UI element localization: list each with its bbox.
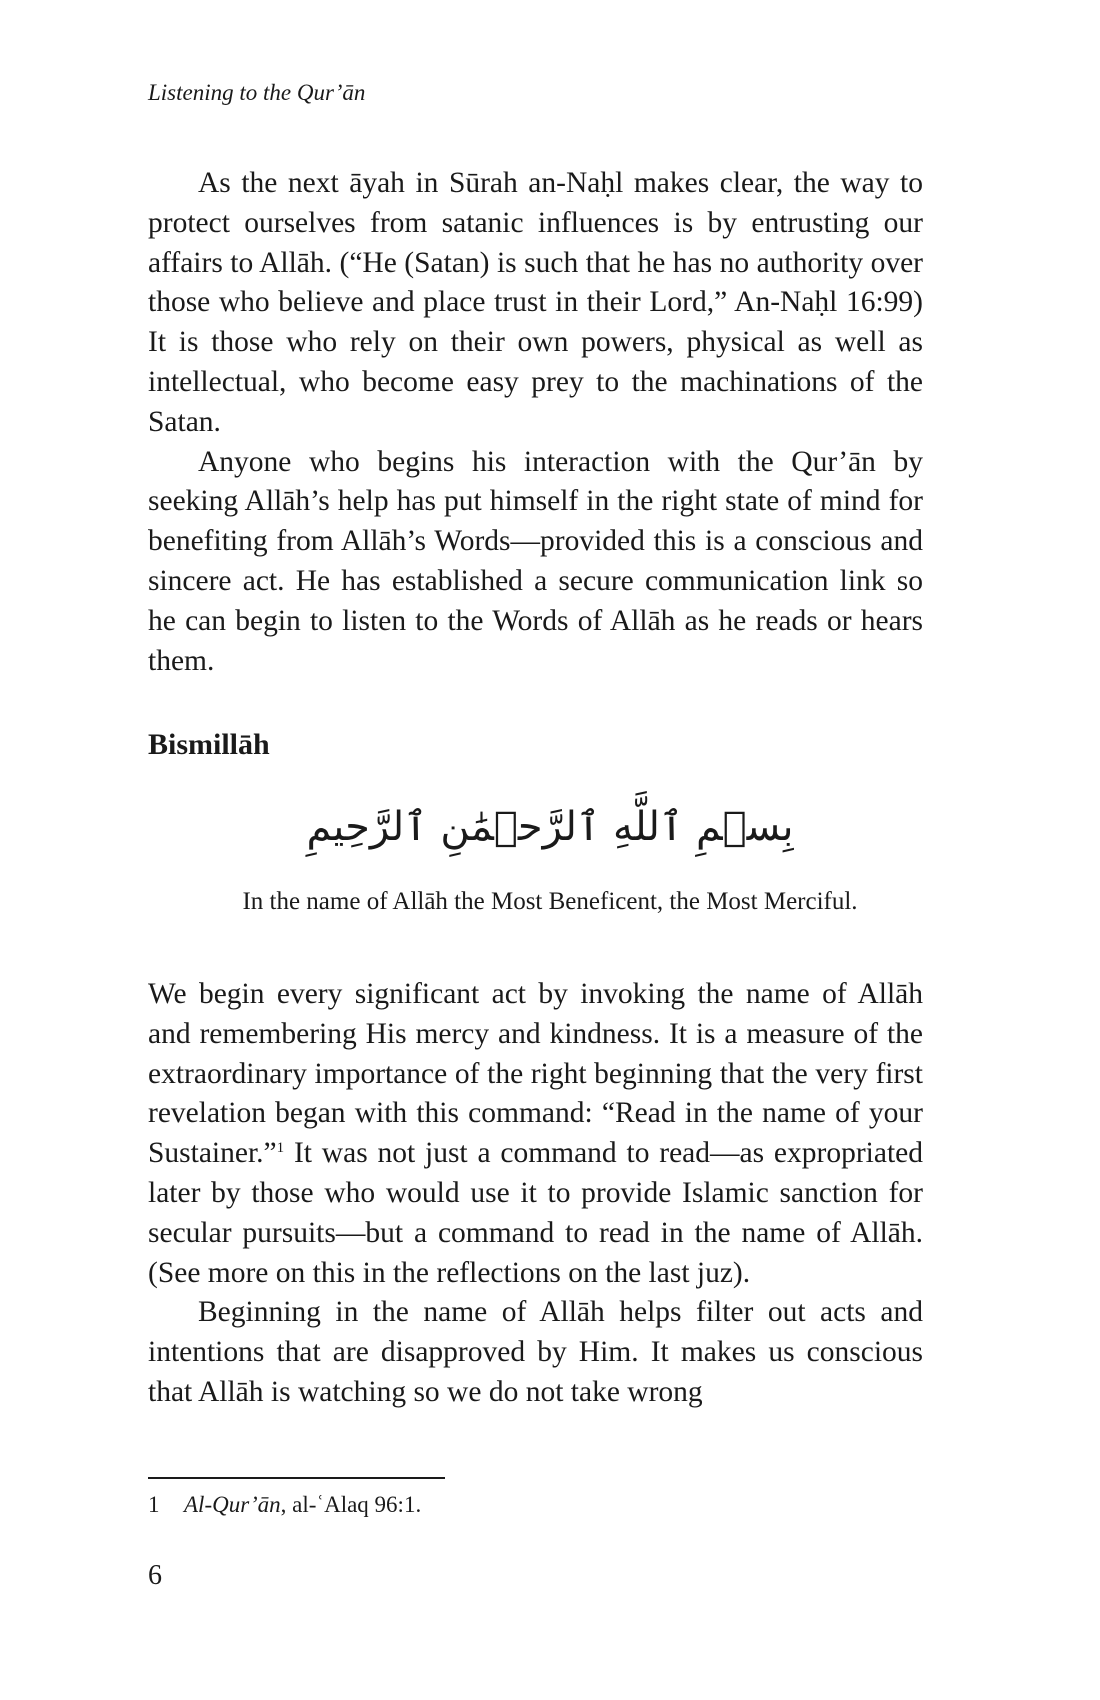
footnote-source: Al-Qur’ān (184, 1492, 281, 1517)
section-2-text (148, 975, 923, 1413)
footnote-citation: , al-ʿAlaq 96:1. (280, 1492, 422, 1517)
paragraph-2: Anyone who begins his interaction with the Qur’ān by seeking Allāh’s help has put himself in the right state of mind for benefiting from Allāh’s Words—provided this is a conscious and sincere act. He has established a secure communication link so he can begin to listen to the Words of Allāh as he reads or hears them. (148, 445, 923, 677)
footnote (148, 1492, 421, 1518)
footnote-reference[interactable]: 1 (276, 1140, 285, 1157)
footnote-number: 1 (148, 1492, 160, 1517)
arabic-basmala: بِسۡمِ ٱللَّهِ ٱلرَّحۡمَٰنِ ٱلرَّحِيمِ (306, 804, 794, 850)
footnote-divider (148, 1477, 445, 1479)
paragraph-3-part-2: It was not just a command to read—as expropriated later by those who would use it to provide Islamic sanction for secular pursuits—but a command to read in the name of Allāh. (See more on this in the reflections on the last juz). (148, 1137, 923, 1289)
paragraph-1: As the next āyah in Sūrah an-Naḥl makes clear, the way to protect ourselves from satanic influences is by entrusting our affairs to Allāh. (“He (Satan) is such that he has no authority over those who believe and place trust in their Lord,” An-Naḥl 16:99) It is those who rely on their own powers, physical as well as intellectual, who become easy prey to the machinations of the Satan. (148, 167, 923, 438)
section-heading: Bismillāh (148, 728, 270, 761)
paragraph-3-part-1: We begin every significant act by invoking the name of Allāh and remembering His mercy and kindness. It is a measure of the extraordinary importance of the right beginning that the very first revelation began with this command: “Read in the name of your Sustainer.” (148, 978, 923, 1170)
section-1-text (148, 164, 923, 681)
basmala-translation: In the name of Allāh the Most Beneficent, the Most Merciful. (242, 888, 858, 915)
page-number: 6 (148, 1560, 162, 1591)
paragraph-4: Beginning in the name of Allāh helps filter out acts and intentions that are disapproved by Him. It makes us conscious that Allāh is watching so we do not take wrong (148, 1296, 923, 1408)
paragraph-3 (148, 975, 923, 1293)
running-head: Listening to the Qur’ān (148, 80, 366, 105)
